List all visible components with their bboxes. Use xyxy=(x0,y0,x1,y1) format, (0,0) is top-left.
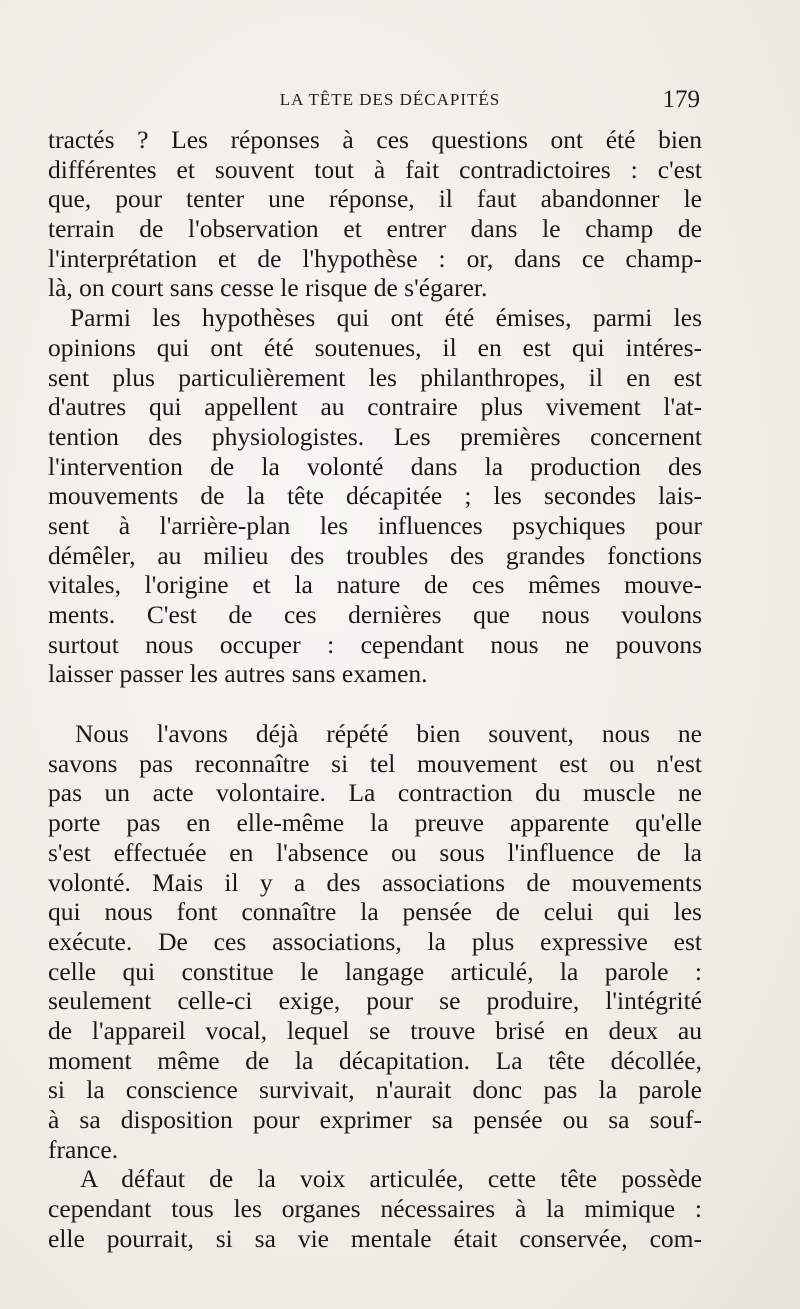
text-line: démêler, au milieu des troubles des grandes fonctions xyxy=(48,540,702,570)
text-line: vitales, l'origine et la nature de ces mêmes mouve- xyxy=(48,570,702,600)
text-line: mouvements de la tête décapitée ; les secondes lais- xyxy=(48,481,702,511)
paragraph-2 xyxy=(48,303,702,689)
text-line: l'intervention de la volonté dans la production des xyxy=(48,451,702,481)
text-line: tractés ? Les réponses à ces questions ont été bien xyxy=(48,125,702,154)
text-line: ments. C'est de ces dernières que nous voulons xyxy=(48,600,702,629)
text-line: différentes et souvent tout à fait contradictoires : c'est xyxy=(48,154,702,184)
text-line: terrain de l'observation et entrer dans le champ de xyxy=(48,214,702,244)
text-line: surtout nous occuper : cependant nous ne pouvons xyxy=(48,629,702,659)
text-line: moment même de la décapitation. La tête décollée, xyxy=(48,1045,702,1075)
text-line: celle qui constitue le langage articulé, la parole : xyxy=(48,956,702,986)
text-line: là, on court sans cesse le risque de s'égarer. xyxy=(48,273,488,303)
text-line: seulement celle-ci exige, pour se produire, l'intégrité xyxy=(48,986,702,1016)
text-line: à sa disposition pour exprimer sa pensée ou sa souf- xyxy=(48,1105,702,1134)
text-line: que, pour tenter une réponse, il faut abandonner le xyxy=(48,184,702,214)
section-gap xyxy=(48,689,702,719)
text-line: qui nous font connaître la pensée de celui qui les xyxy=(48,897,702,927)
text-line: sent à l'arrière-plan les influences psychiques pour xyxy=(48,510,702,540)
text-line: opinions qui ont été soutenues, il en est qui intéres- xyxy=(48,332,702,362)
text-line: Parmi les hypothèses qui ont été émises, parmi les xyxy=(70,303,702,333)
text-line: Nous l'avons déjà répété bien souvent, nous ne xyxy=(75,719,702,749)
text-line: exécute. De ces associations, la plus expressive est xyxy=(48,926,702,956)
text-line: l'interprétation et de l'hypothèse : or, dans ce champ- xyxy=(48,243,702,273)
text-line: d'autres qui appellent au contraire plus vivement l'at- xyxy=(48,392,702,422)
text-line: volonté. Mais il y a des associations de mouvements xyxy=(48,867,702,897)
text-line: s'est effectuée en l'absence ou sous l'influence de la xyxy=(48,837,702,867)
paragraph-3 xyxy=(48,719,702,1164)
paragraph-4 xyxy=(48,1164,702,1253)
body-text xyxy=(48,125,702,1253)
text-line: sent plus particulièrement les philanthropes, il en est xyxy=(48,362,702,392)
text-line: tention des physiologistes. Les premières concernent xyxy=(48,421,702,451)
paragraph-1 xyxy=(48,125,702,303)
text-line: si la conscience survivait, n'aurait donc pas la parole xyxy=(48,1075,702,1105)
text-line: pas un acte volontaire. La contraction du muscle ne xyxy=(48,778,702,808)
text-line: porte pas en elle-même la preuve apparente qu'elle xyxy=(48,808,702,838)
text-line: savons pas reconnaître si tel mouvement est ou n'est xyxy=(48,748,702,778)
text-line: france. xyxy=(48,1134,119,1164)
text-line: de l'appareil vocal, lequel se trouve brisé en deux au xyxy=(48,1015,702,1045)
page-header xyxy=(40,86,760,116)
text-line: cependant tous les organes nécessaires à la mimique : xyxy=(48,1194,702,1224)
text-line: elle pourrait, si sa vie mentale était conservée, com- xyxy=(48,1223,702,1253)
text-line: A défaut de la voix articulée, cette tête possède xyxy=(80,1164,702,1194)
text-line: laisser passer les autres sans examen. xyxy=(48,659,428,689)
page-number: 179 xyxy=(662,86,700,113)
running-title: LA TÊTE DES DÉCAPITÉS xyxy=(279,90,501,109)
